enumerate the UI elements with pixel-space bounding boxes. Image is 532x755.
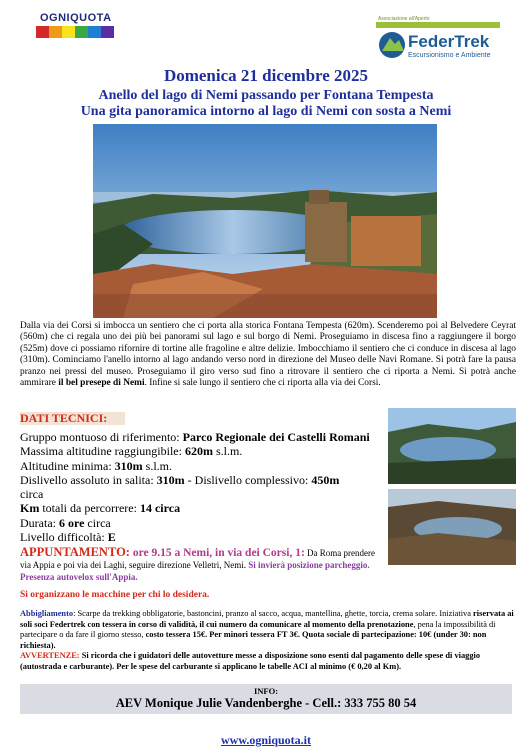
info-box	[20, 684, 512, 714]
appointment-info	[20, 546, 386, 583]
tech-data-heading: DATI TECNICI:	[20, 412, 125, 425]
members-text-2: , pena la impossibilità di partecipare o da fare il giorno stesso,	[20, 619, 496, 640]
info-contact: AEV Monique Julie Vandenberghe - Cell.: 333 755 80 54	[115, 696, 417, 710]
tech-row-min-alt	[20, 459, 380, 473]
carpool-note: Si organizzano le macchine per chi lo desidera.	[20, 590, 210, 600]
federtrek-logo	[374, 18, 504, 62]
tech-row-difficulty	[20, 530, 380, 544]
tech-unit: circa	[20, 487, 44, 502]
presepe-highlight: il bel presepe di Nemi	[58, 378, 145, 389]
appointment-label: APPUNTAMENTO:	[20, 545, 130, 559]
tech-data-list	[20, 430, 380, 544]
tech-row-km	[20, 501, 380, 515]
appointment-value: ore 9.15 a Nemi, in via dei Corsi, 1:	[129, 547, 305, 559]
rainbow-icon	[26, 10, 126, 50]
info-label: INFO:	[253, 686, 279, 696]
warnings-text: Si ricorda che i guidatori delle autovetture messe a disposizione sono esenti dal pagamento delle spese di viaggio (autostrada e carburante). Per le spese del carburante si applicano le tabelle ACI al minimo (€ 0,20 al Km).	[20, 651, 481, 671]
website-link[interactable]: www.ogniquota.it	[220, 733, 312, 747]
tech-value: 450m	[311, 472, 340, 487]
tech-value: 310m	[156, 472, 185, 487]
page-tagline: Una gita panoramica intorno al lago di Nemi con sosta a Nemi	[80, 104, 452, 119]
ogniquota-logo-text: OGNIQUOTA	[40, 12, 112, 24]
tech-label: Massima altitudine raggiungibile:	[20, 444, 185, 459]
lake-nemi-panorama-photo	[93, 124, 437, 318]
tech-label: Km	[20, 501, 40, 516]
members-text: riservata ai soli soci Federtrek con tessera in corso di validità, il cui numero da comunicare al momento della prenotazione	[20, 609, 514, 629]
page-subtitle: Anello del lago di Nemi passando per Fontana Tempesta	[98, 88, 434, 103]
tech-value: 6 ore	[58, 515, 85, 530]
tech-row-climb	[20, 473, 380, 487]
warnings-label: AVVERTENZE:	[20, 651, 80, 661]
federtrek-subtitle: Escursionismo e Ambiente	[408, 52, 491, 59]
tech-row-climb-unit	[20, 487, 380, 501]
tech-label: totali da percorrere:	[39, 501, 140, 516]
tech-unit: circa	[84, 515, 111, 530]
page-title: Domenica 21 dicembre 2025	[163, 66, 369, 85]
tech-label: Gruppo montuoso di riferimento:	[20, 430, 183, 444]
tech-row-duration	[20, 516, 380, 530]
lake-photo-1	[388, 408, 516, 484]
tech-label: Altitudine minima:	[20, 458, 115, 473]
tech-unit: s.l.m.	[212, 444, 243, 459]
tech-unit: s.l.m.	[142, 458, 173, 473]
notes-block	[20, 609, 516, 673]
equipment-label: Abbigliamento	[20, 609, 74, 618]
tech-value: 310m	[114, 458, 143, 473]
tech-label: Livello difficoltà:	[20, 530, 108, 545]
tech-value: 14 circa	[139, 501, 181, 516]
route-description	[20, 321, 516, 389]
tech-label: Dislivello assoluto in salita:	[20, 472, 157, 487]
tech-label: - Dislivello complessivo:	[184, 472, 312, 487]
appointment-directions: Da Roma prendere via Appia e poi via dei Laghi, seguire direzione Velletri, Nemi.	[20, 548, 376, 570]
equipment-text: : Scarpe da trekking obbligatorie, bastoncini, pranzo al sacco, acqua, mantellina, ghette, torcia, crema solare. Iniziativa	[73, 609, 474, 618]
appointment-position: Si invierà posizione parcheggio. Presenza autovelox sull'Appia.	[20, 560, 370, 582]
route-description-end: . Infine si sale lungo il sentiero che ci riporta alla via dei Corsi.	[144, 378, 381, 389]
ogniquota-logo	[26, 10, 126, 50]
tech-value: E	[107, 530, 116, 545]
federtrek-assoc-text: Associazione all'Aperto	[378, 16, 430, 22]
tech-row-group	[20, 430, 380, 444]
route-description-text: Dalla via dei Corsi si imbocca un sentiero che ci porta alla storica Fontana Tempesta (620m). Scenderemo poi al Belvedere Ceyrat (560m) che ci regala uno dei più bei panorami sul lago e sul borgo di Nemi. Proseguiamo in discesa fino a raggiungere il borgo (525m) dove ci possiamo rifornire di tortine alle fragoline e altre delizie. Imbocchiamo il sentiero che ci conduce in discesa al lago (310m). Cominciamo l'anello intorno al lago andando verso nord in direzione del Museo delle Navi Romane. Si potrà fare la pausa pranzo nei pressi del museo. Proseguiamo il giro verso sud fino a ritrovare il sentiero che ci riporta a Nemi. Si potrà anche ammirare	[20, 321, 516, 389]
federtrek-name: FederTrek	[408, 32, 490, 51]
tech-row-max-alt	[20, 444, 380, 458]
tech-value: Parco Regionale dei Castelli Romani	[182, 430, 370, 444]
fee-text: costo tessera 15€. Per minori tessera FT 3€. Quota sociale di partecipazione: 10€ (under 30: non richiesta).	[20, 630, 487, 650]
tech-label: Durata:	[20, 515, 59, 530]
tech-value: 620m	[184, 444, 213, 459]
lake-photo-2	[388, 489, 516, 565]
